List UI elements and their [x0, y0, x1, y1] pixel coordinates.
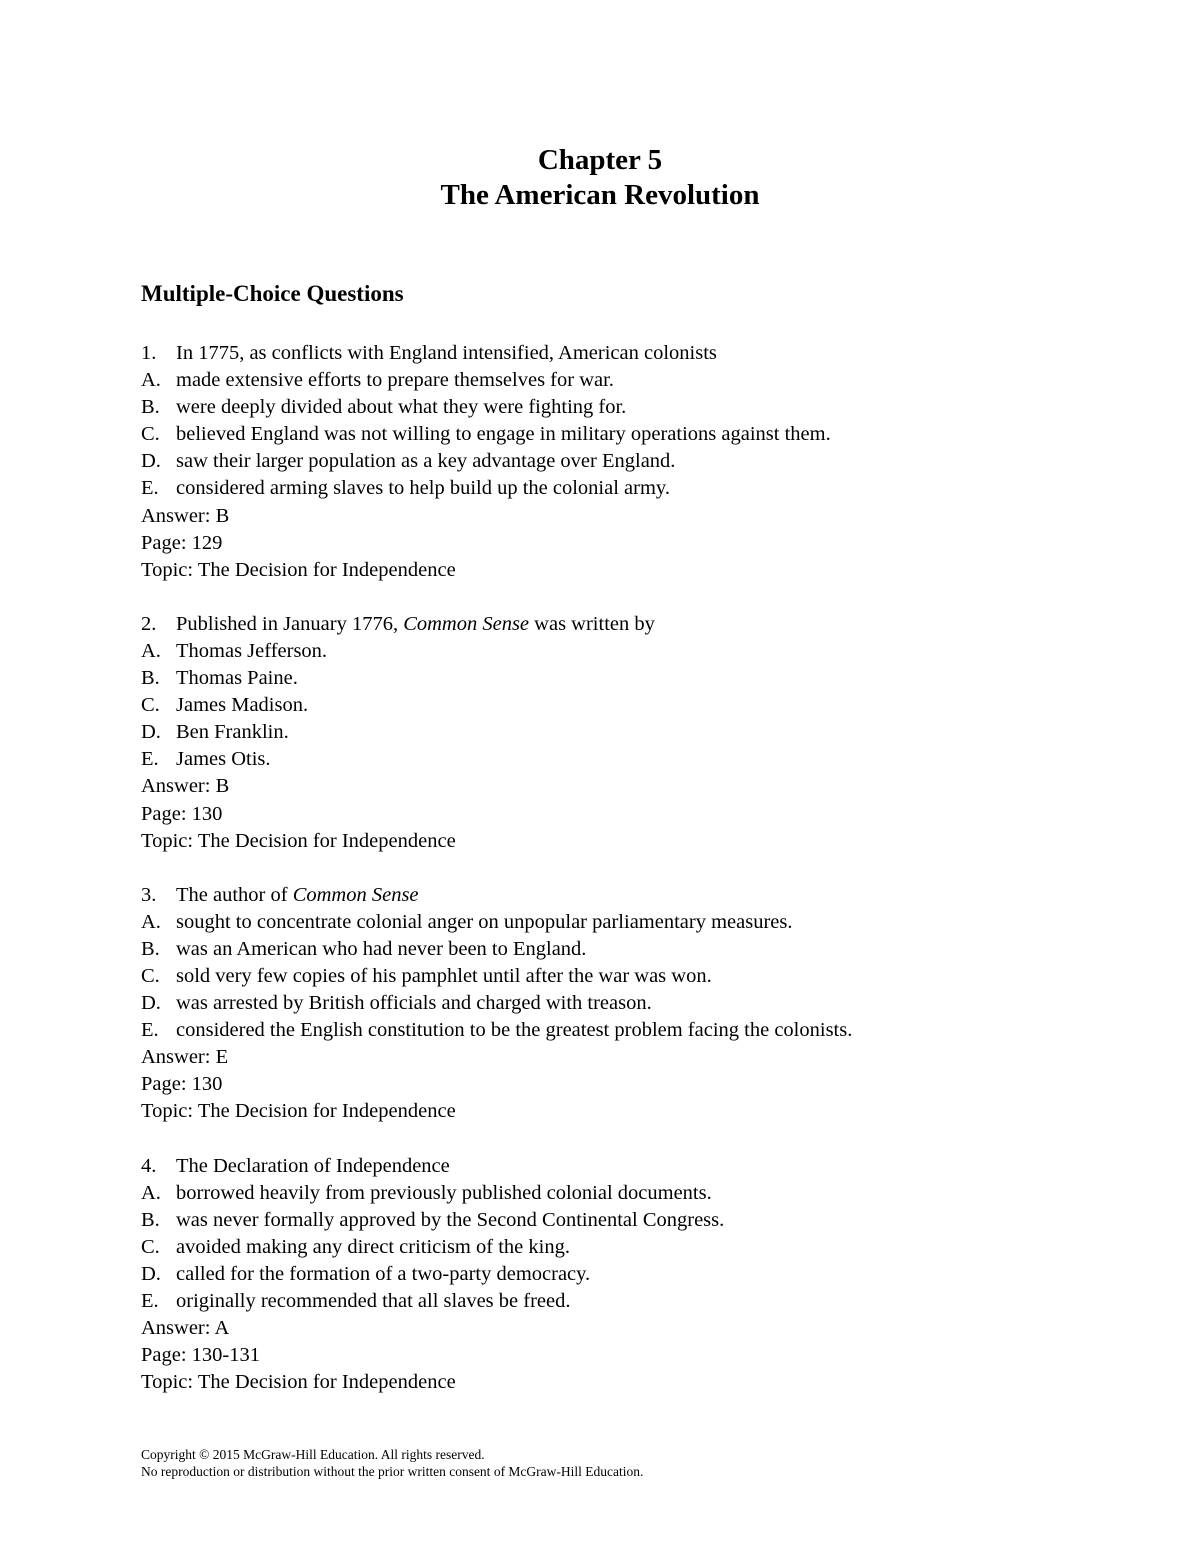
page-reference: Page: 130-131 — [141, 1344, 260, 1367]
answer-choice — [141, 665, 1101, 692]
answer-choice — [141, 936, 1101, 963]
choice-text: considered the English constitution to be the greatest problem facing the colonists. — [176, 1019, 853, 1042]
answer-choice — [141, 367, 1101, 394]
choice-text: originally recommended that all slaves be freed. — [176, 1290, 571, 1312]
choice-letter: B. — [141, 667, 160, 690]
answer-choice — [141, 1180, 1101, 1207]
topic-label: Topic: The Decision for Independence — [141, 1371, 456, 1394]
question-stem — [141, 1153, 1101, 1180]
answer-choice — [141, 1288, 1101, 1315]
question-stem-text: was written by — [529, 612, 655, 635]
answer-choice — [141, 1234, 1101, 1261]
copyright-line: Copyright © 2015 McGraw-Hill Education. All rights reserved. — [141, 1447, 485, 1462]
choice-letter: C. — [141, 423, 160, 446]
answer-choice — [141, 1207, 1101, 1234]
choice-letter: B. — [141, 937, 160, 960]
question-list — [141, 340, 1101, 1423]
answer-choice — [141, 475, 1101, 502]
answer-choice — [141, 448, 1101, 475]
answer-choice — [141, 746, 1101, 773]
choice-text: Ben Franklin. — [176, 721, 289, 744]
choice-text: Thomas Jefferson. — [176, 639, 328, 662]
book-title: Common Sense — [292, 883, 419, 906]
question-stem — [141, 340, 1101, 367]
topic-label: Topic: The Decision for Independence — [141, 829, 456, 852]
choice-text: considered arming slaves to help build up the colonial army. — [176, 477, 670, 500]
answer-key: Answer: A — [141, 1317, 230, 1340]
choice-text: Thomas Paine. — [176, 667, 298, 690]
choice-letter: A. — [141, 910, 161, 933]
choice-text: James Otis. — [176, 748, 271, 771]
chapter-title: The American Revolution — [440, 179, 760, 211]
reproduction-notice: No reproduction or distribution without the prior written consent of McGraw-Hill Education. — [141, 1464, 644, 1479]
choice-letter: D. — [141, 1262, 161, 1285]
question-number: 1. — [141, 342, 157, 364]
question-4 — [141, 1153, 1101, 1397]
question-stem — [141, 611, 1101, 638]
answer-choice — [141, 692, 1101, 719]
topic-label: Topic: The Decision for Independence — [141, 558, 456, 581]
choice-letter: E. — [141, 1019, 159, 1042]
answer-choice — [141, 963, 1101, 990]
chapter-number: Chapter 5 — [537, 144, 663, 176]
answer-choice — [141, 638, 1101, 665]
choice-text: sought to concentrate colonial anger on unpopular parliamentary measures. — [176, 910, 793, 933]
choice-text: sold very few copies of his pamphlet until after the war was won. — [176, 964, 712, 987]
question-stem-text: In 1775, as conflicts with England intensified, American colonists — [176, 342, 717, 364]
choice-letter: C. — [141, 1235, 160, 1258]
choice-letter: A. — [141, 639, 161, 662]
choice-text: made extensive efforts to prepare themselves for war. — [176, 369, 614, 392]
answer-choice — [141, 394, 1101, 421]
page-reference: Page: 130 — [141, 1073, 223, 1096]
choice-text: James Madison. — [176, 694, 309, 717]
answer-choice — [141, 1017, 1101, 1044]
choice-text: avoided making any direct criticism of the king. — [176, 1235, 570, 1258]
choice-text: were deeply divided about what they were fighting for. — [176, 396, 627, 419]
choice-letter: D. — [141, 721, 161, 744]
answer-choice — [141, 421, 1101, 448]
topic-label: Topic: The Decision for Independence — [141, 1100, 456, 1123]
answer-choice — [141, 1261, 1101, 1288]
choice-letter: A. — [141, 369, 161, 392]
answer-key: Answer: B — [141, 775, 230, 798]
choice-letter: B. — [141, 396, 160, 419]
copyright-footer — [141, 1446, 643, 1480]
question-number: 4. — [141, 1154, 157, 1177]
choice-letter: E. — [141, 748, 159, 771]
book-title: Common Sense — [403, 612, 530, 635]
answer-choice — [141, 990, 1101, 1017]
question-stem — [141, 882, 1101, 909]
page-reference: Page: 130 — [141, 802, 223, 825]
choice-letter: A. — [141, 1181, 161, 1204]
choice-letter: E. — [141, 477, 159, 500]
answer-key: Answer: B — [141, 504, 230, 527]
question-3 — [141, 882, 1101, 1126]
choice-text: saw their larger population as a key advantage over England. — [176, 450, 676, 473]
choice-letter: E. — [141, 1290, 159, 1312]
choice-text: believed England was not willing to engage in military operations against them. — [176, 423, 831, 446]
question-stem-text: The Declaration of Independence — [176, 1154, 450, 1177]
choice-letter: B. — [141, 1208, 160, 1231]
choice-letter: C. — [141, 694, 160, 717]
choice-text: borrowed heavily from previously published colonial documents. — [176, 1181, 712, 1204]
answer-choice — [141, 909, 1101, 936]
question-2 — [141, 611, 1101, 855]
choice-letter: D. — [141, 450, 161, 473]
answer-key: Answer: E — [141, 1046, 229, 1069]
choice-letter: D. — [141, 992, 161, 1015]
choice-text: was never formally approved by the Second Continental Congress. — [176, 1208, 725, 1231]
choice-text: was arrested by British officials and charged with treason. — [176, 992, 652, 1015]
question-1 — [141, 340, 1101, 584]
choice-text: called for the formation of a two-party democracy. — [176, 1262, 591, 1285]
choice-letter: C. — [141, 964, 160, 987]
question-stem-text: Published in January 1776, — [176, 612, 404, 635]
section-heading: Multiple-Choice Questions — [141, 281, 404, 306]
answer-choice — [141, 719, 1101, 746]
question-number: 3. — [141, 883, 157, 906]
question-number: 2. — [141, 612, 157, 635]
choice-text: was an American who had never been to England. — [176, 937, 587, 960]
page-reference: Page: 129 — [141, 531, 223, 554]
question-stem-text: The author of — [176, 883, 293, 906]
